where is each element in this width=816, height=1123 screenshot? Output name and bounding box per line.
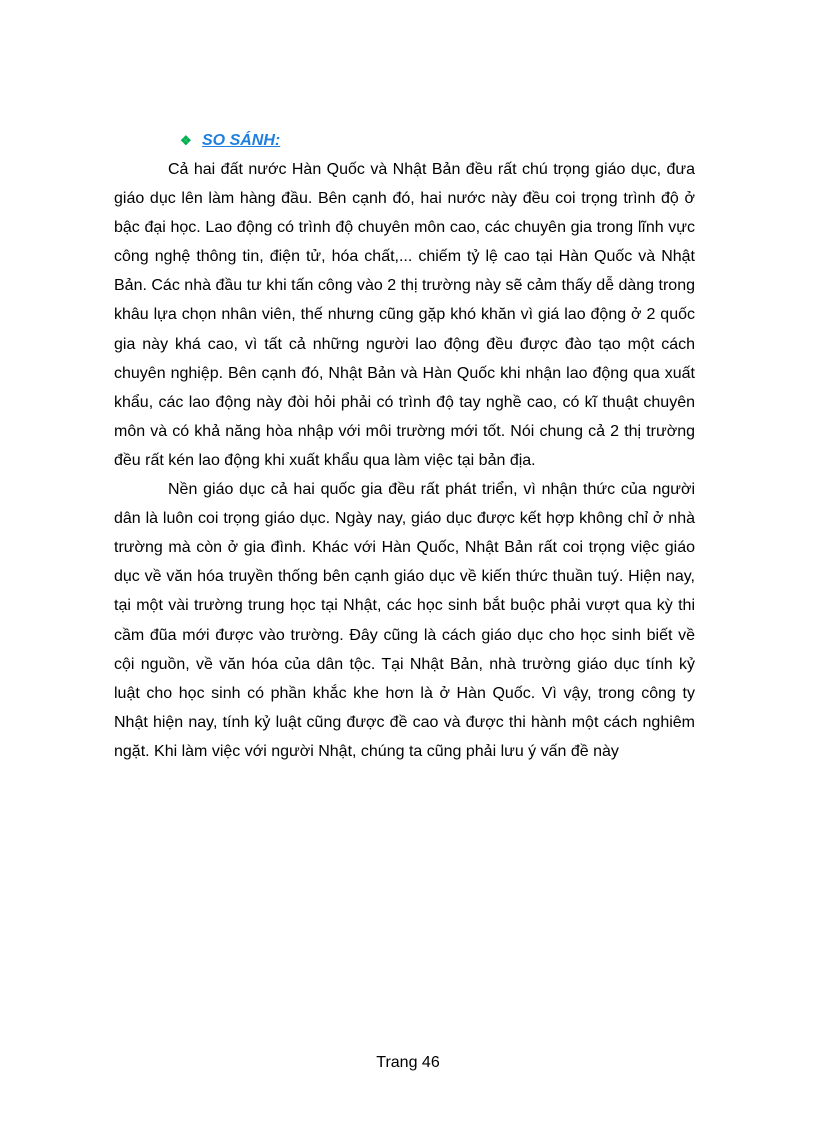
page-footer: Trang 46 xyxy=(376,1054,440,1071)
paragraph-2: Nền giáo dục cả hai quốc gia đều rất phát triển, vì nhận thức của người dân là luôn coi trọng giáo dục. Ngày nay, giáo dục được kết hợp không chỉ ở nhà trường mà còn ở gia đình. Khác với Hàn Quốc, Nhật Bản rất coi trọng việc giáo dục về văn hóa truyền thống bên cạnh giáo dục về kiến thức thuần tuý. Hiện nay, tại một vài trường trung học tại Nhật, các học sinh bắt buộc phải vượt qua kỳ thi cầm đũa mới được vào trường. Đây cũng là cách giáo dục cho học sinh biết về cội nguồn, về văn hóa của dân tộc. Tại Nhật Bản, nhà trường giáo dục tính kỷ luật cho học sinh có phần khắc khe hơn là ở Hàn Quốc. Vì vậy, trong công ty Nhật hiện nay, tính kỷ luật cũng được đề cao và được thi hành một cách nghiêm ngặt. Khi làm việc với người Nhật, chúng ta cũng phải lưu ý vấn đề này xyxy=(114,481,695,760)
section-title: SO SÁNH: xyxy=(202,132,281,149)
diamond-bullet-icon: ❖ xyxy=(180,133,192,148)
section-heading xyxy=(180,130,280,152)
paragraph-1: Cả hai đất nước Hàn Quốc và Nhật Bản đều rất chú trọng giáo dục, đưa giáo dục lên làm hàng đầu. Bên cạnh đó, hai nước này đều coi trọng trình độ ở bậc đại học. Lao động có trình độ chuyên môn cao, các chuyên gia trong lĩnh vực công nghệ thông tin, điện tử, hóa chất,... chiếm tỷ lệ cao tại Hàn Quốc và Nhật Bản. Các nhà đầu tư khi tấn công vào 2 thị trường này sẽ cảm thấy dễ dàng trong khâu lựa chọn nhân viên, thế nhưng cũng gặp khó khăn vì giá lao động ở 2 quốc gia này khá cao, vì tất cả những người lao động đều được đào tạo một cách chuyên nghiệp. Bên cạnh đó, Nhật Bản và Hàn Quốc khi nhận lao động qua xuất khẩu, các lao động này đòi hỏi phải có trình độ tay nghề cao, có kĩ thuật chuyên môn và có khả năng hòa nhập với môi trường mới tốt. Nói chung cả 2 thị trường đều rất kén lao động khi xuất khẩu qua làm việc tại bản địa. xyxy=(114,161,695,469)
body-text xyxy=(114,155,695,766)
